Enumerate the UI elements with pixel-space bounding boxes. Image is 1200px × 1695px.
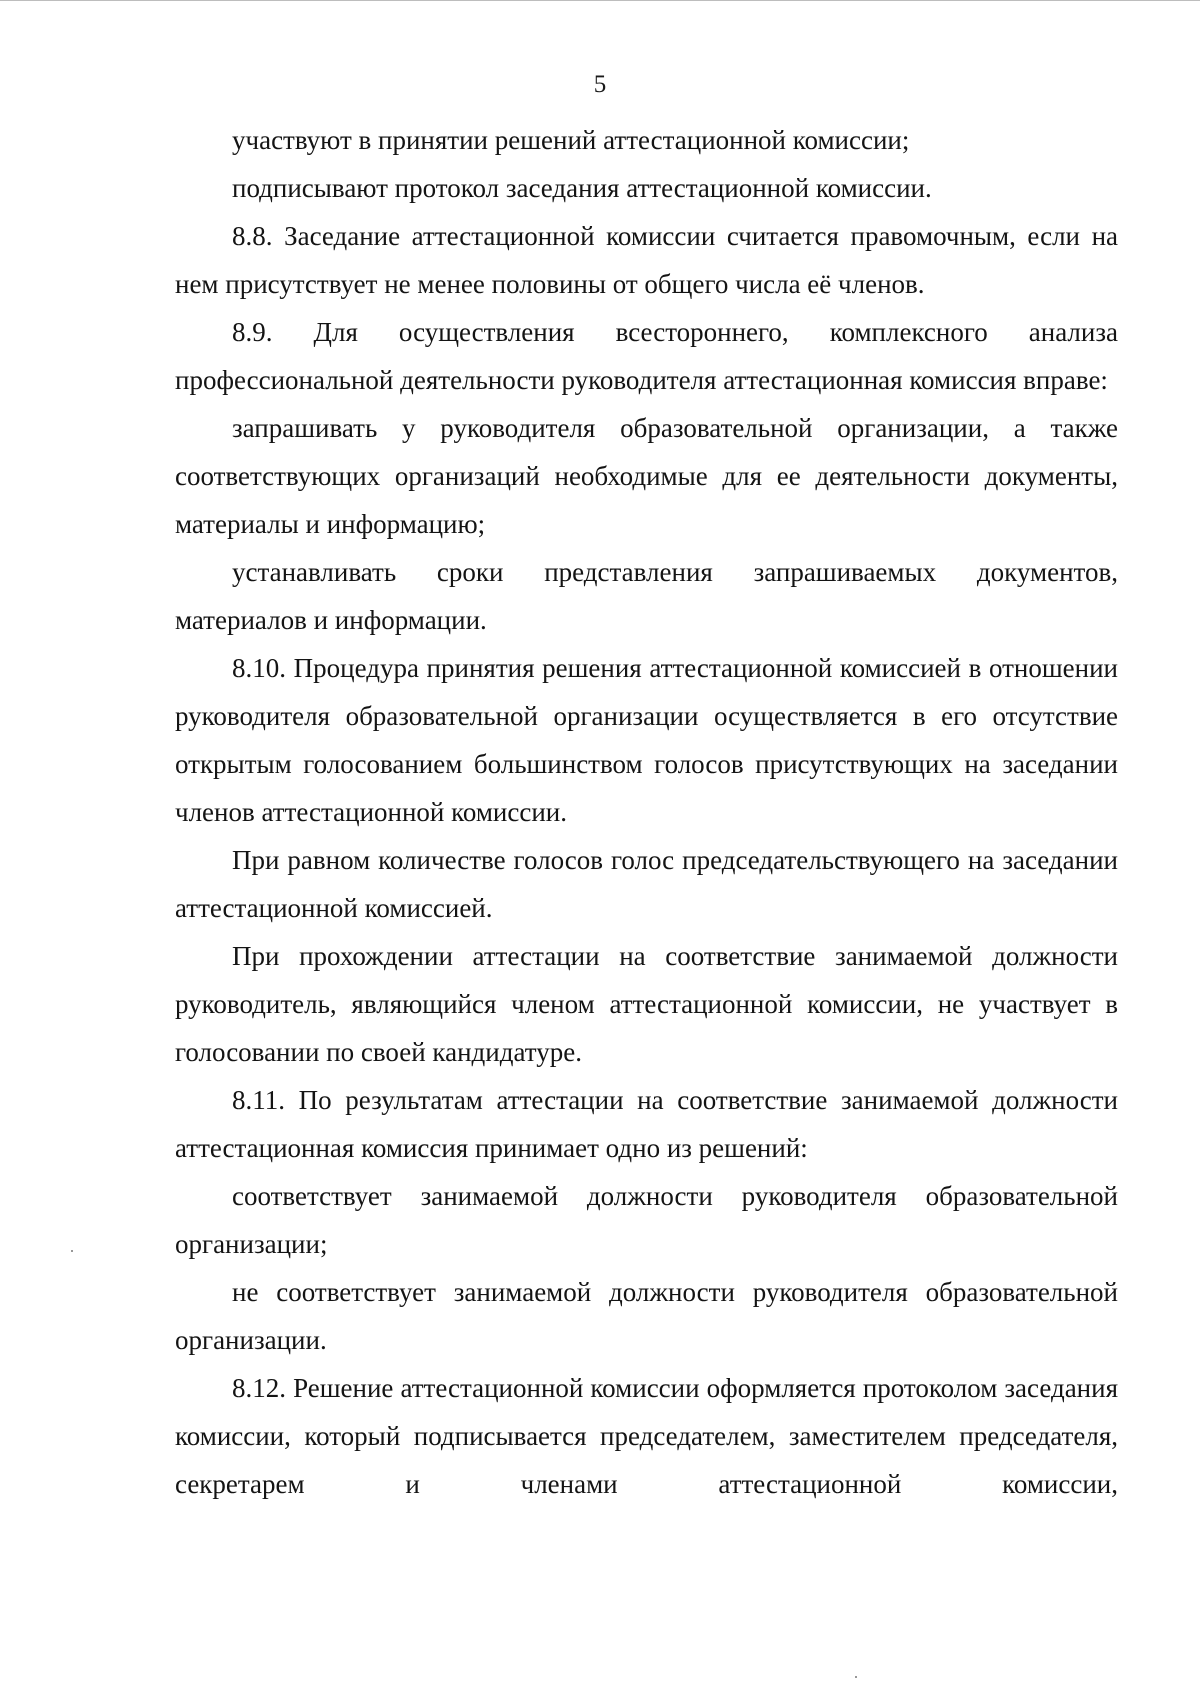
paragraph-8-9: 8.9. Для осуществления всестороннего, комплексного анализа профессиональной деятельности руководителя аттестационная комиссия вправе: bbox=[175, 317, 1118, 395]
paragraph-member-not-voting: При прохождении аттестации на соответствие занимаемой должности руководитель, являющийся членом аттестационной комиссии, не участвует в голосовании по своей кандидатуре. bbox=[175, 941, 1118, 1067]
paragraph-sign-protocol: подписывают протокол заседания аттестационной комиссии. bbox=[232, 173, 932, 203]
paragraph-participate: участвуют в принятии решений аттестационной комиссии; bbox=[232, 125, 910, 155]
paragraph-8-8: 8.8. Заседание аттестационной комиссии считается правомочным, если на нем присутствует не менее половины от общего числа её членов. bbox=[175, 221, 1118, 299]
paragraph-set-deadlines: устанавливать сроки представления запрашиваемых документов, материалов и информации. bbox=[175, 557, 1118, 635]
paragraph-equal-votes: При равном количестве голосов голос председательствующего на заседании аттестационной комиссией. bbox=[175, 845, 1118, 923]
paragraph-not-corresponds: не соответствует занимаемой должности руководителя образовательной организации. bbox=[175, 1277, 1118, 1355]
paragraph-8-11: 8.11. По результатам аттестации на соответствие занимаемой должности аттестационная комиссия принимает одно из решений: bbox=[175, 1085, 1118, 1163]
document-body bbox=[175, 116, 1118, 1508]
page-number: 5 bbox=[593, 71, 607, 98]
paragraph-8-12: 8.12. Решение аттестационной комиссии оформляется протоколом заседания комиссии, который подписывается председателем, заместителем председателя, секретарем и членами аттестационной комиссии, bbox=[175, 1373, 1118, 1499]
paragraph-request-documents: запрашивать у руководителя образовательной организации, а также соответствующих организаций необходимые для ее деятельности документы, материалы и информацию; bbox=[175, 413, 1118, 539]
scan-speck bbox=[855, 1676, 857, 1678]
scan-speck bbox=[71, 1250, 73, 1252]
paragraph-corresponds: соответствует занимаемой должности руководителя образовательной организации; bbox=[175, 1181, 1118, 1259]
paragraph-8-10: 8.10. Процедура принятия решения аттестационной комиссией в отношении руководителя образовательной организации осуществляется в его отсутствие открытым голосованием большинством голосов присутствующих на заседании членов аттестационной комиссии. bbox=[175, 653, 1118, 827]
